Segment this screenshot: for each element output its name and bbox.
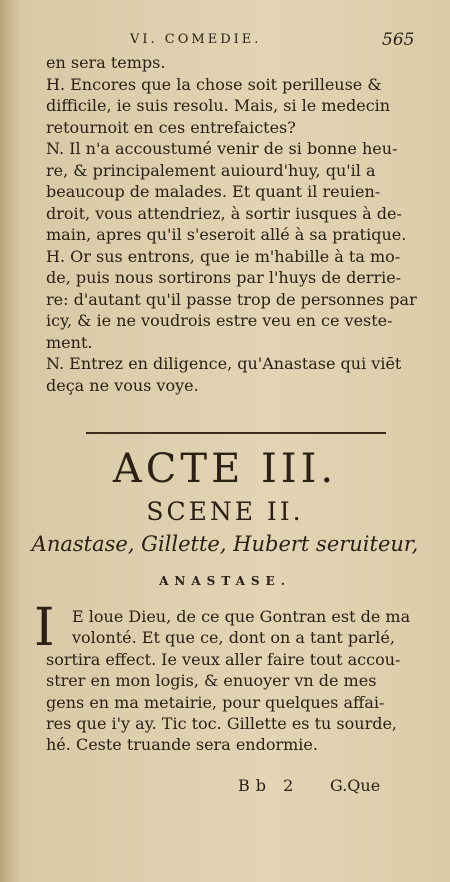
text-line: retournoit en ces entrefaictes?: [46, 117, 296, 137]
text-line: re, & principalement auiourd'huy, qu'il a: [46, 160, 376, 180]
speaker-name: ANASTASE.: [159, 574, 291, 588]
text-line: beaucoup de malades. Et quant il reuien-: [46, 182, 381, 201]
text-line: icy, & ie ne voudrois estre veu en ce veste-: [46, 311, 393, 330]
section-divider: [86, 432, 386, 434]
text-line: res que i'y ay. Tic toc. Gillette es tu sourde,: [46, 713, 398, 733]
text-line: N. Entrez en diligence, qu'Anastase qui viēt: [46, 354, 402, 373]
text-line: volonté. Et que ce, dont on a tant parlé,: [72, 628, 395, 648]
running-head: VI. COMEDIE.: [130, 32, 262, 47]
text-line: en sera temps.: [46, 53, 166, 72]
text-line: deça ne vous voye.: [46, 375, 199, 395]
text-line: droit, vous attendriez, à sortir iusques à de-: [46, 203, 402, 223]
scene-title: SCENE II.: [146, 497, 304, 526]
text-line: sortira effect. Ie veux aller faire tout accou-: [46, 650, 401, 669]
drop-cap: I: [34, 598, 55, 658]
text-line: gens en ma metairie, pour quelques affai-: [46, 692, 385, 712]
cast-list: Anastase, Gillette, Hubert seruiteur,: [31, 532, 419, 556]
dialogue-text: [46, 52, 426, 396]
text-line: N. Il n'a accoustumé venir de si bonne heu-: [46, 139, 398, 158]
text-line: H. Or sus entrons, que ie m'habille à ta mo-: [46, 246, 401, 266]
text-line: E loue Dieu, de ce que Gontran est de ma: [72, 607, 411, 626]
page-number: 565: [382, 30, 415, 50]
signature-mark: Bb 2: [238, 776, 300, 795]
text-line: de, puis nous sortirons par l'huys de derrie-: [46, 268, 402, 287]
catchword: G.Que: [330, 776, 381, 795]
speech-text: [46, 649, 432, 755]
text-line: main, apres qu'il s'eseroit allé à sa pratique.: [46, 225, 407, 244]
text-line: hé. Ceste truande sera endormie.: [46, 735, 318, 755]
act-title: ACTE III.: [112, 446, 338, 492]
text-line: ment.: [46, 332, 93, 352]
speech-opening: [72, 606, 432, 649]
text-line: H. Encores que la chose soit perilleuse &: [46, 74, 382, 94]
text-line: re: d'autant qu'il passe trop de personnes par: [46, 289, 417, 309]
text-line: difficile, ie suis resolu. Mais, si le medecin: [46, 96, 391, 115]
text-line: strer en mon logis, & enuoyer vn de mes: [46, 671, 377, 691]
